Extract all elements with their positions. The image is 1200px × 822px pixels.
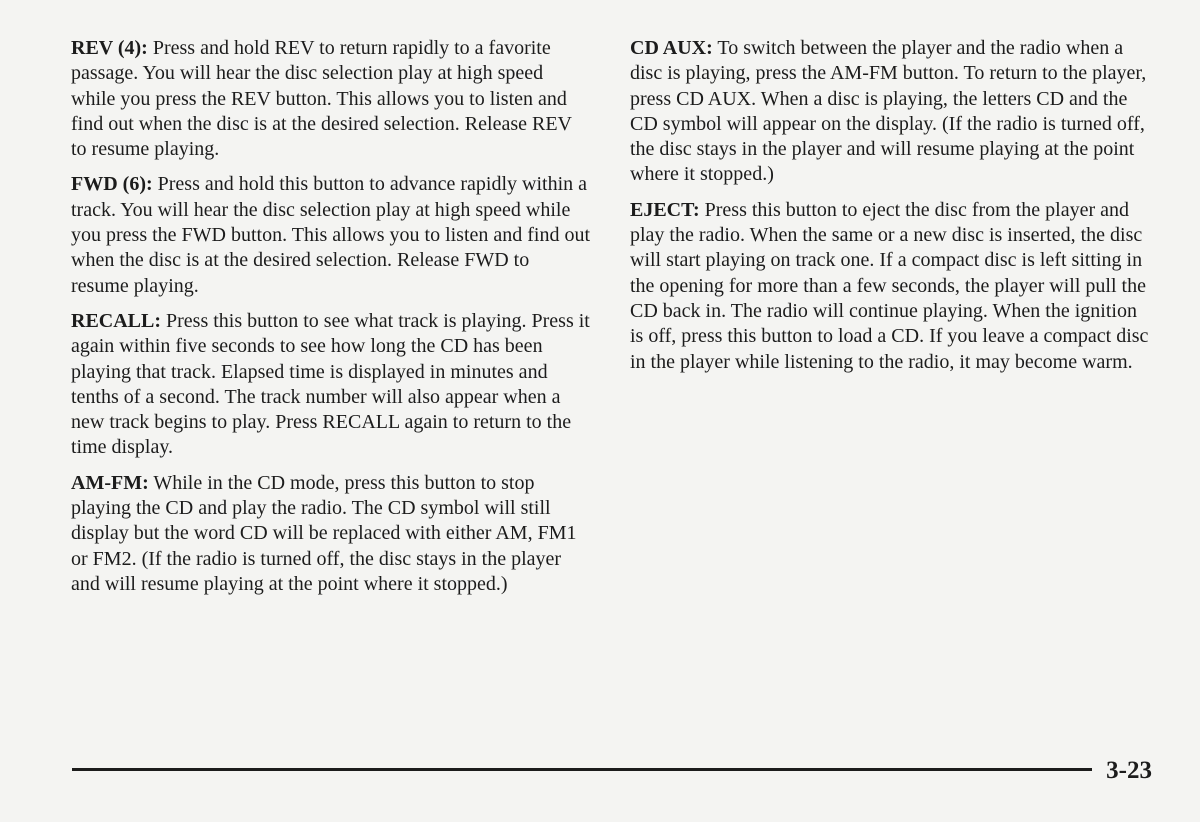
entry-text: Press and hold REV to return rapidly to a favorite passage. You will hear the disc selection play at high speed while you press the REV button. This allows you to listen and find out when the disc is at the desired selection. Release REV to resume playing. bbox=[71, 37, 572, 161]
entry-term: FWD (6): bbox=[71, 173, 153, 196]
entry-eject bbox=[630, 198, 1155, 375]
entry-text: Press this button to see what track is playing. Press it again within five seconds to see how long the CD has been playing that track. Elapsed time is displayed in minutes and tenths of a second. The track number will also appear when a new track begins to play. Press RECALL again to return to the time display. bbox=[71, 309, 590, 459]
page-number: 3-23 bbox=[1106, 757, 1152, 784]
entry-text: Press and hold this button to advance rapidly within a track. You will hear the disc selection play at high speed while you press the FWD button. This allows you to listen and find out when the disc is at the desired selection. Release FWD to resume playing. bbox=[71, 173, 591, 297]
entry-recall bbox=[71, 309, 591, 461]
entry-cd-aux bbox=[630, 36, 1155, 188]
left-column bbox=[71, 36, 591, 607]
entry-fwd bbox=[71, 172, 591, 298]
entry-term: REV (4): bbox=[71, 37, 148, 59]
entry-text: To switch between the player and the radio when a disc is playing, press the AM-FM button. To return to the player, press CD AUX. When a disc is playing, the letters CD and the CD symbol will appear on the display. (If the radio is turned off, the disc stays in the player and will resume playing at the point where it stopped.) bbox=[630, 37, 1147, 186]
entry-text: While in the CD mode, press this button to stop playing the CD and play the radio. The CD symbol will still display but the word CD will be replaced with either AM, FM1 or FM2. (If the radio is turned off, the disc stays in the player and will resume playing at the point where it stopped.) bbox=[71, 471, 577, 595]
entry-rev bbox=[71, 36, 591, 162]
entry-text: Press this button to eject the disc from the player and play the radio. When the same or a new disc is inserted, the disc will start playing on track one. If a compact disc is left sitting in the opening for more than a few seconds, the player will pull the CD back in. The radio will continue playing. When the ignition is off, press this button to load a CD. If you leave a compact disc in the player while listening to the radio, it may become warm. bbox=[630, 198, 1149, 373]
entry-am-fm bbox=[71, 471, 591, 597]
entry-term: CD AUX: bbox=[630, 37, 713, 59]
entry-term: RECALL: bbox=[71, 309, 162, 332]
entry-term: EJECT: bbox=[630, 198, 700, 221]
entry-term: AM-FM: bbox=[71, 471, 149, 494]
right-column bbox=[630, 36, 1155, 385]
footer-rule bbox=[72, 768, 1092, 771]
